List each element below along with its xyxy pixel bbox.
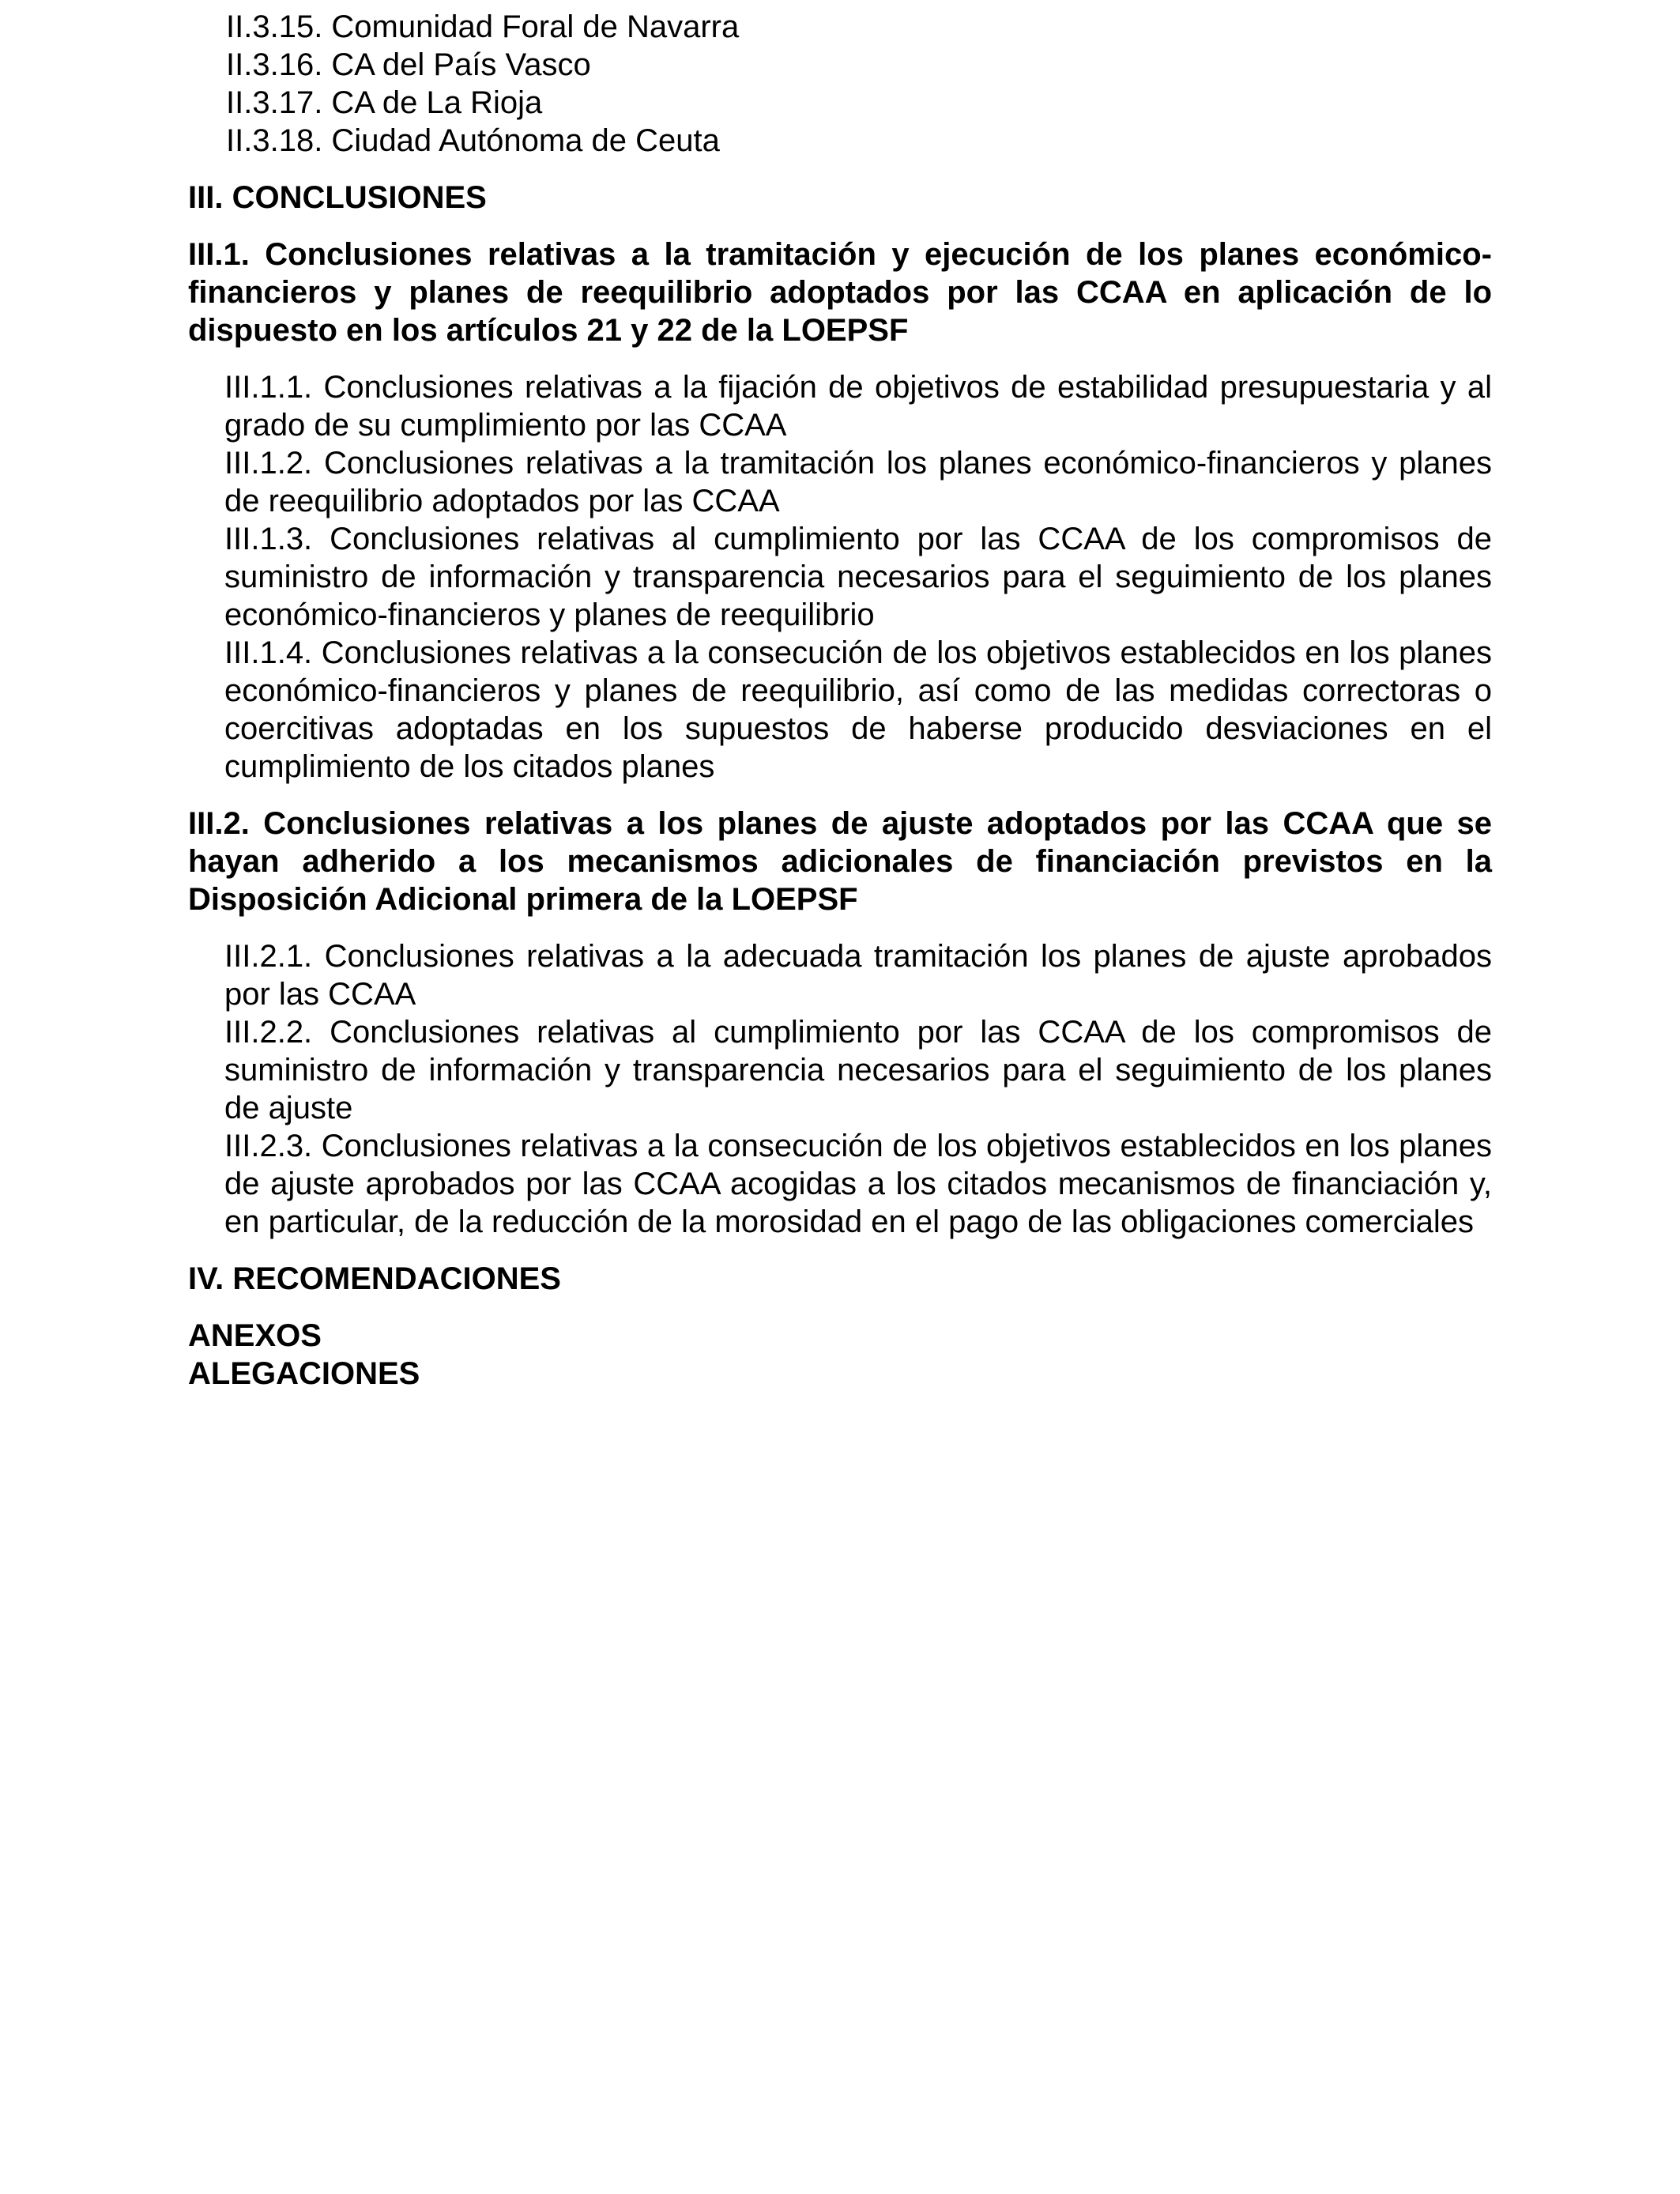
toc-list-ii3 <box>188 8 1492 160</box>
toc-item-ii-3-16: II.3.16. CA del País Vasco <box>226 47 591 82</box>
toc-list-iii-1 <box>188 368 1492 786</box>
toc-item-iii-1-1: III.1.1. Conclusiones relativas a la fijación de objetivos de estabilidad presupuestaria y al grado de su cumplimiento por las CCAA <box>224 370 1492 443</box>
toc-item-iii-1-4: III.1.4. Conclusiones relativas a la consecución de los objetivos establecidos en los planes económico-financieros y planes de reequilibrio, así como de las medidas correctoras o coercitivas adoptadas en los supuestos de haberse producido desviaciones en el cumplimiento de los citados planes <box>224 635 1492 784</box>
toc-heading-anexos: ANEXOS <box>188 1318 322 1353</box>
toc-item-ii-3-17: II.3.17. CA de La Rioja <box>226 85 543 120</box>
toc-heading-iv: IV. RECOMENDACIONES <box>188 1261 561 1296</box>
toc-heading-iii-1: III.1. Conclusiones relativas a la tramitación y ejecución de los planes económico-financieros y planes de reequilibrio adoptados por las CCAA en aplicación de lo dispuesto en los artículos 21 y 22 de la LOEPSF <box>188 237 1492 348</box>
toc-heading-alegaciones: ALEGACIONES <box>188 1356 420 1391</box>
toc-item-iii-2-2: III.2.2. Conclusiones relativas al cumplimiento por las CCAA de los compromisos de suministro de información y transparencia necesarios para el seguimiento de los planes de ajuste <box>224 1015 1492 1125</box>
toc-item-iii-1-3: III.1.3. Conclusiones relativas al cumplimiento por las CCAA de los compromisos de suministro de información y transparencia necesarios para el seguimiento de los planes económico-financieros y planes de reequilibrio <box>224 522 1492 632</box>
toc-heading-iii-2: III.2. Conclusiones relativas a los planes de ajuste adoptados por las CCAA que se hayan adherido a los mecanismos adicionales de financiación previstos en la Disposición Adicional primera de la LOEPSF <box>188 806 1492 917</box>
toc-item-ii-3-15: II.3.15. Comunidad Foral de Navarra <box>226 9 740 44</box>
toc-list-iii-2 <box>188 937 1492 1241</box>
toc-item-iii-2-3: III.2.3. Conclusiones relativas a la consecución de los objetivos establecidos en los planes de ajuste aprobados por las CCAA acogidas a los citados mecanismos de financiación y, en particular, de la reducción de la morosidad en el pago de las obligaciones comerciales <box>224 1129 1492 1239</box>
document-page <box>188 8 1492 1393</box>
toc-item-iii-2-1: III.2.1. Conclusiones relativas a la adecuada tramitación los planes de ajuste aprobados por las CCAA <box>224 939 1492 1012</box>
toc-heading-iii: III. CONCLUSIONES <box>188 180 487 215</box>
toc-item-ii-3-18: II.3.18. Ciudad Autónoma de Ceuta <box>226 123 720 158</box>
toc-item-iii-1-2: III.1.2. Conclusiones relativas a la tramitación los planes económico-financieros y planes de reequilibrio adoptados por las CCAA <box>224 446 1492 518</box>
